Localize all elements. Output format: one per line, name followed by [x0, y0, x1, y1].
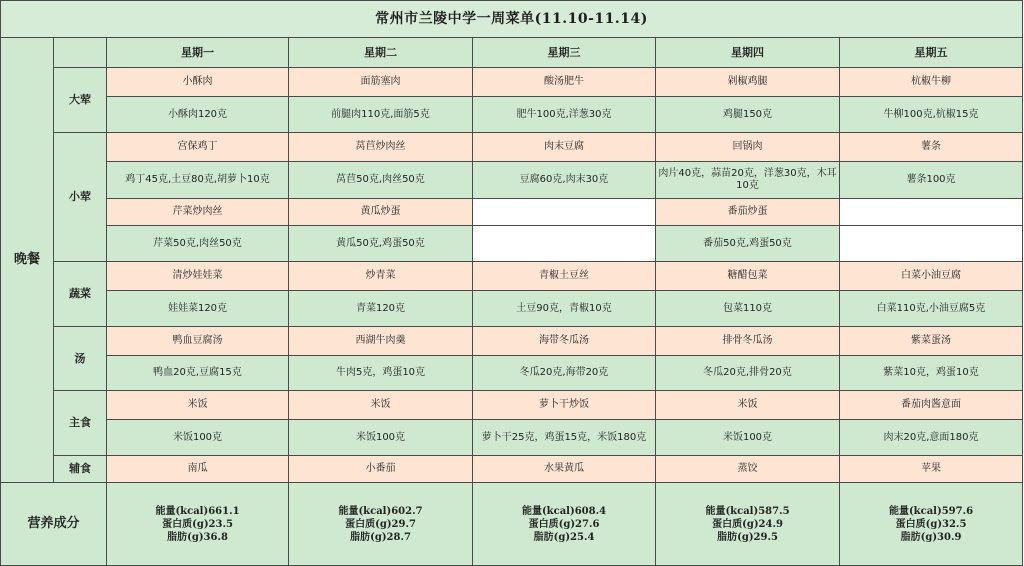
- dish-name: 排骨冬瓜汤: [656, 327, 840, 356]
- protein-value: 蛋白质(g)27.6: [528, 518, 600, 530]
- protein-value: 蛋白质(g)24.9: [712, 518, 783, 530]
- empty-cell: [840, 199, 1023, 226]
- dish-amount: 黄瓜50克,鸡蛋50克: [289, 226, 473, 262]
- dish-amount: 牛柳100克,杭椒15克: [840, 97, 1023, 133]
- dish-amount: 鸭血20克,豆腐15克: [107, 356, 289, 391]
- dish-name: 蒸饺: [656, 456, 840, 483]
- protein-value: 蛋白质(g)29.7: [345, 518, 416, 530]
- protein-value: 蛋白质(g)23.5: [162, 518, 233, 530]
- day-header: 星期三: [473, 38, 656, 68]
- dish-name: 紫菜蛋汤: [840, 327, 1023, 356]
- dish-name: 米饭: [656, 391, 840, 420]
- dish-amount: 米饭100克: [289, 420, 473, 456]
- dish-name: 水果黄瓜: [473, 456, 656, 483]
- dish-amount: 莴苣50克,肉丝50克: [289, 162, 473, 199]
- nutrition-cell: [289, 483, 473, 566]
- dish-name: 芹菜炒肉丝: [107, 199, 289, 226]
- dish-amount: 青菜120克: [289, 291, 473, 327]
- energy-value: 能量(kcal)661.1: [155, 505, 240, 517]
- fat-value: 脂肪(g)36.8: [167, 531, 228, 543]
- dish-name: 小番茄: [289, 456, 473, 483]
- energy-value: 能量(kcal)608.4: [521, 505, 607, 517]
- category-soup: 汤: [54, 327, 107, 391]
- dish-name: 糖醋包菜: [656, 262, 840, 291]
- energy-value: 能量(kcal)587.5: [705, 505, 790, 517]
- nutrition-cell: [473, 483, 656, 566]
- dish-name: 西湖牛肉羹: [289, 327, 473, 356]
- dish-name: 宫保鸡丁: [107, 133, 289, 162]
- dish-amount: 肉末20克,意面180克: [840, 420, 1023, 456]
- meal-label: 晚餐: [1, 38, 54, 483]
- dish-name: 清炒娃娃菜: [107, 262, 289, 291]
- fat-value: 脂肪(g)29.5: [717, 531, 778, 543]
- dish-name: 酸汤肥牛: [473, 68, 656, 97]
- category-main: 大荤: [54, 68, 107, 133]
- dish-name: 面筋塞肉: [289, 68, 473, 97]
- dish-amount: 鸡腿150克: [656, 97, 840, 133]
- dish-name: 番茄肉酱意面: [840, 391, 1023, 420]
- energy-value: 能量(kcal)597.6: [888, 505, 974, 517]
- fat-value: 脂肪(g)30.9: [900, 531, 962, 543]
- dish-name: 炒青菜: [289, 262, 473, 291]
- dish-name: 米饭: [107, 391, 289, 420]
- dish-name: 回锅肉: [656, 133, 840, 162]
- dish-amount: 肥牛100克,洋葱30克: [473, 97, 656, 133]
- dish-amount: 芹菜50克,肉丝50克: [107, 226, 289, 262]
- dish-amount: 白菜110克,小油豆腐5克: [840, 291, 1023, 327]
- nutrition-cell: [107, 483, 289, 566]
- dish-name: 青椒土豆丝: [473, 262, 656, 291]
- dish-name: 白菜小油豆腐: [840, 262, 1023, 291]
- dish-name: 米饭: [289, 391, 473, 420]
- fat-value: 脂肪(g)25.4: [533, 531, 595, 543]
- category-side: 小荤: [54, 133, 107, 262]
- dish-amount: 豆腐60克,肉末30克: [473, 162, 656, 199]
- category-staple: 主食: [54, 391, 107, 456]
- dish-name: 海带冬瓜汤: [473, 327, 656, 356]
- energy-value: 能量(kcal)602.7: [338, 505, 423, 517]
- dish-amount: 前腿肉110克,面筋5克: [289, 97, 473, 133]
- dish-amount: 番茄50克,鸡蛋50克: [656, 226, 840, 262]
- category-veg: 蔬菜: [54, 262, 107, 327]
- dish-name: 肉末豆腐: [473, 133, 656, 162]
- dish-name: 南瓜: [107, 456, 289, 483]
- empty-cell: [840, 226, 1023, 262]
- dish-name: 杭椒牛柳: [840, 68, 1023, 97]
- dish-amount: 萝卜干25克，鸡蛋15克，米饭180克: [473, 420, 656, 456]
- dish-amount: 牛肉5克，鸡蛋10克: [289, 356, 473, 391]
- dish-amount: 米饭100克: [107, 420, 289, 456]
- day-header: 星期一: [107, 38, 289, 68]
- dish-name: 苹果: [840, 456, 1023, 483]
- dish-amount: 冬瓜20克,排骨20克: [656, 356, 840, 391]
- day-header: 星期五: [840, 38, 1023, 68]
- dish-amount: 冬瓜20克,海带20克: [473, 356, 656, 391]
- dish-name: 薯条: [840, 133, 1023, 162]
- dish-name: 剁椒鸡腿: [656, 68, 840, 97]
- fat-value: 脂肪(g)28.7: [350, 531, 411, 543]
- dish-amount: 娃娃菜120克: [107, 291, 289, 327]
- dish-name: 黄瓜炒蛋: [289, 199, 473, 226]
- empty-cell: [473, 226, 656, 262]
- dish-amount: 薯条100克: [840, 162, 1023, 199]
- day-header: 星期二: [289, 38, 473, 68]
- dish-amount: 紫菜10克，鸡蛋10克: [840, 356, 1023, 391]
- nutrition-label: 营养成分: [1, 483, 107, 566]
- corner-cell: [54, 38, 107, 68]
- dish-amount: 土豆90克，青椒10克: [473, 291, 656, 327]
- page-title: 常州市兰陵中学一周菜单(11.10-11.14): [1, 1, 1023, 38]
- dish-amount: 鸡丁45克,土豆80克,胡萝卜10克: [107, 162, 289, 199]
- protein-value: 蛋白质(g)32.5: [895, 518, 967, 530]
- dish-name: 小酥肉: [107, 68, 289, 97]
- dish-amount: 肉片40克，蒜苗20克，洋葱30克，木耳10克: [656, 162, 840, 199]
- nutrition-cell: [840, 483, 1023, 566]
- day-header: 星期四: [656, 38, 840, 68]
- dish-name: 番茄炒蛋: [656, 199, 840, 226]
- dish-amount: 米饭100克: [656, 420, 840, 456]
- nutrition-cell: [656, 483, 840, 566]
- category-snack: 辅食: [54, 456, 107, 483]
- dish-name: 莴苣炒肉丝: [289, 133, 473, 162]
- empty-cell: [473, 199, 656, 226]
- dish-name: 鸭血豆腐汤: [107, 327, 289, 356]
- dish-amount: 包菜110克: [656, 291, 840, 327]
- dish-name: 萝卜干炒饭: [473, 391, 656, 420]
- dish-amount: 小酥肉120克: [107, 97, 289, 133]
